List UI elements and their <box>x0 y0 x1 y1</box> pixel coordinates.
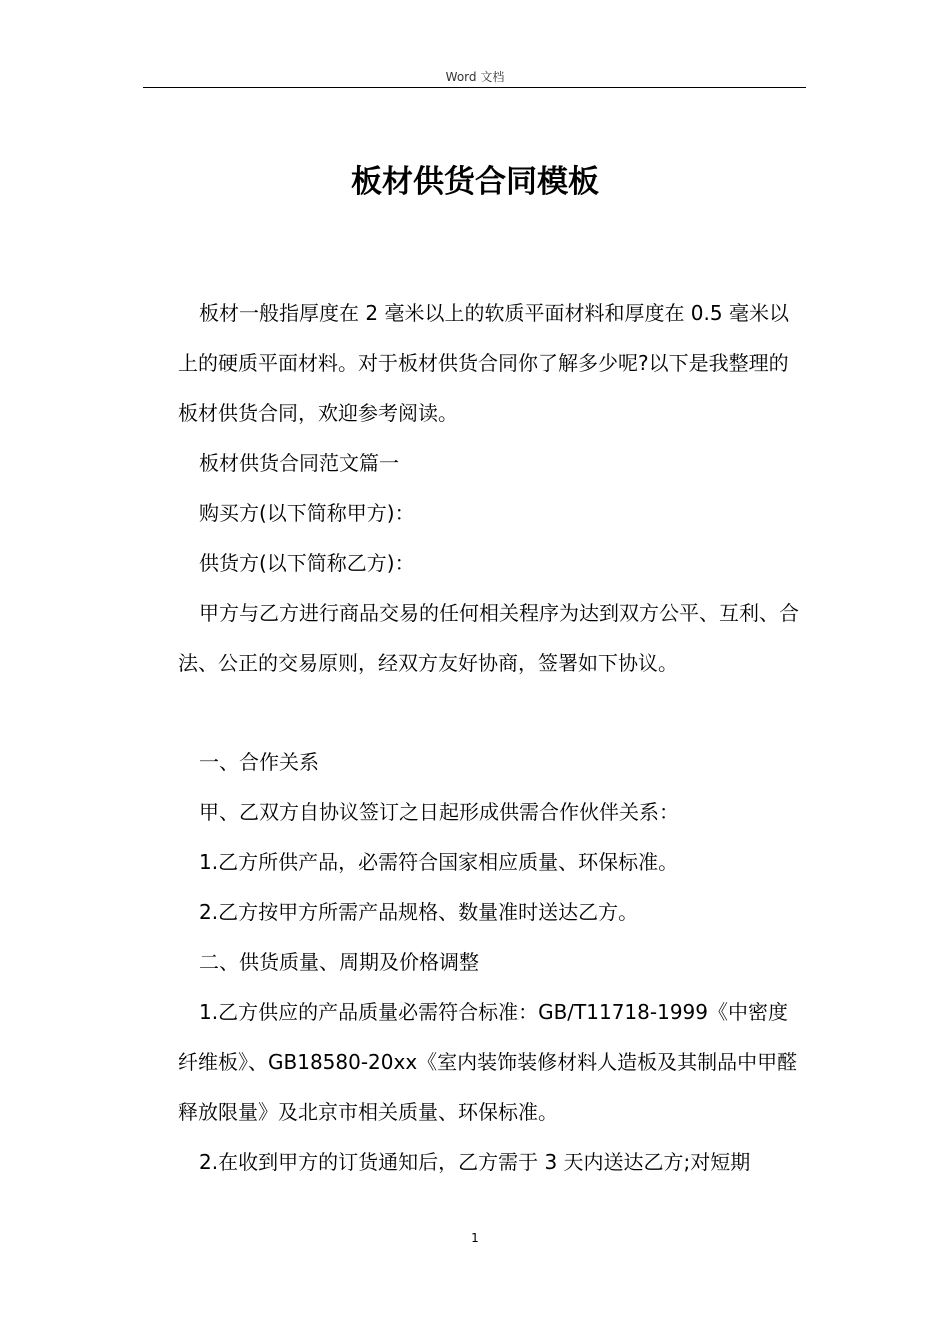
document-title: 板材供货合同模板 <box>351 164 599 200</box>
section-heading-supply: 二、供货质量、周期及价格调整 <box>199 950 479 974</box>
list-item-1: 1.乙方所供产品，必需符合国家相应质量、环保标准。 <box>199 850 679 874</box>
list-item-2: 2.乙方按甲方所需产品规格、数量准时送达乙方。 <box>199 900 639 924</box>
section-heading-cooperation: 一、合作关系 <box>199 750 319 774</box>
paragraph-buyer: 购买方(以下简称甲方)： <box>199 501 415 525</box>
paragraph-sample-heading: 板材供货合同范文篇一 <box>199 451 399 475</box>
document-body <box>178 288 805 1187</box>
paragraph-intro: 板材一般指厚度在 2 毫米以上的软质平面材料和厚度在 0.5 毫米以上的硬质平面材料。对于板材供货合同你了解多少呢?以下是我整理的板材供货合同，欢迎参考阅读。 <box>178 301 789 425</box>
header-divider <box>143 87 806 88</box>
paragraph-supplier: 供货方(以下简称乙方)： <box>199 551 415 575</box>
paragraph-cooperation: 甲、乙双方自协议签订之日起形成供需合作伙伴关系： <box>199 800 679 824</box>
list-item-delivery: 2.在收到甲方的订货通知后，乙方需于 3 天内送达乙方;对短期 <box>199 1150 751 1174</box>
list-item-quality: 1.乙方供应的产品质量必需符合标准：GB/T11718-1999《中密度纤维板》、GB18580-20xx《室内装饰装修材料人造板及其制品中甲醛释放限量》及北京市相关质量、环保标准。 <box>178 1000 798 1124</box>
page-number: 1 <box>471 1231 479 1245</box>
paragraph-agreement: 甲方与乙方进行商品交易的任何相关程序为达到双方公平、互利、合法、公正的交易原则，经双方友好协商，签署如下协议。 <box>178 601 799 675</box>
page-header-label: Word 文档 <box>445 70 505 84</box>
